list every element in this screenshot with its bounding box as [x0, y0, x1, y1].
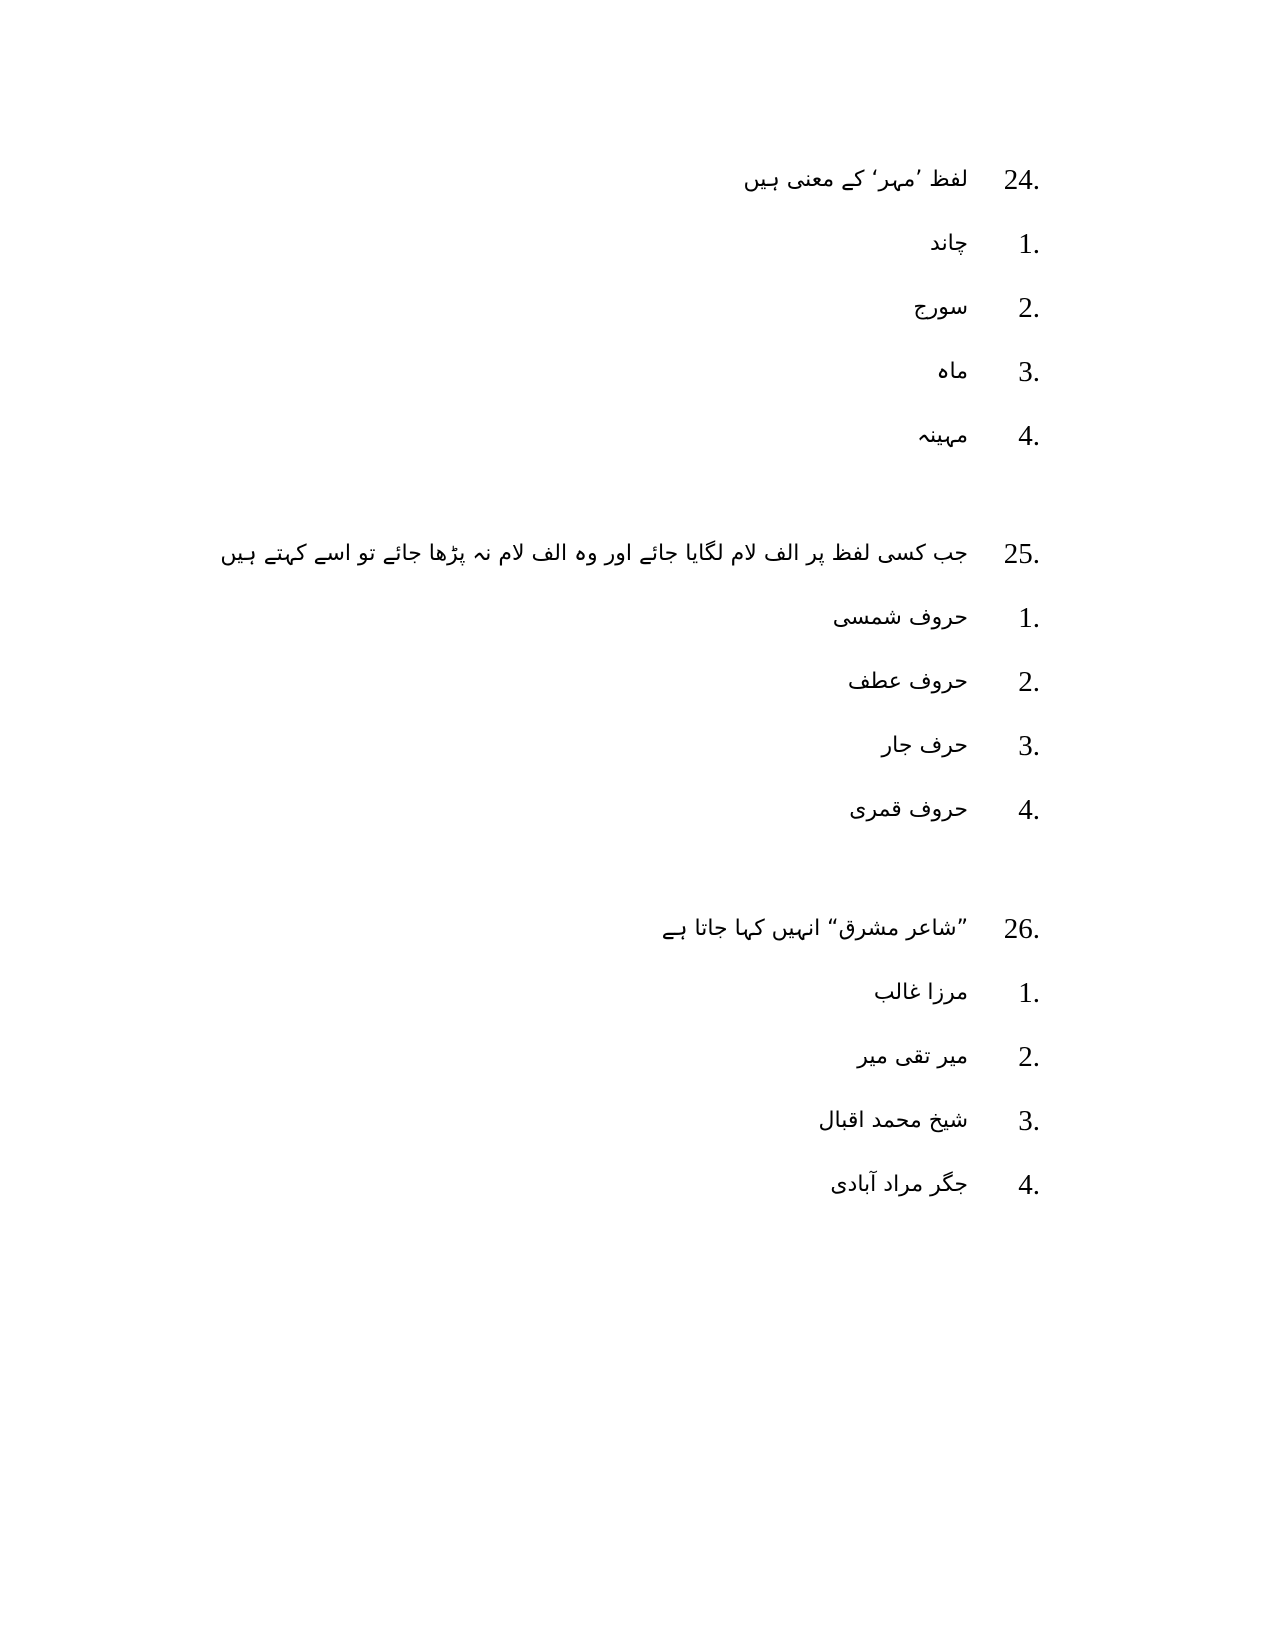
option-text: میر تقی میر [857, 1044, 968, 1069]
option-1 [160, 598, 1040, 638]
option-number: 4. [1018, 1169, 1040, 1201]
option-number: 3. [1018, 1105, 1040, 1137]
option-number: 1. [1018, 602, 1040, 634]
question-number: 25. [1003, 538, 1040, 570]
option-text: چاند [930, 231, 968, 256]
option-2 [160, 662, 1040, 702]
question-25 [160, 534, 1040, 830]
option-text: مرزا غالب [873, 980, 968, 1005]
option-text: جگر مراد آبادی [830, 1172, 968, 1197]
option-text: حروف قمری [849, 797, 968, 822]
option-4 [160, 790, 1040, 830]
option-text: مہینہ [917, 423, 968, 448]
option-text: حروف عطف [847, 669, 968, 694]
option-text: ماہ [936, 359, 968, 384]
question-number: 24. [1003, 164, 1040, 196]
question-text: ”شاعر مشرق“ انہیں کہا جاتا ہے [661, 916, 968, 941]
option-3 [160, 726, 1040, 766]
question-number: 26. [1003, 913, 1040, 945]
question-text: جب کسی لفظ پر الف لام لگایا جائے اور وہ الف لام نہ پڑھا جائے تو اسے کہتے ہیں [220, 541, 968, 566]
question-26 [160, 909, 1040, 1205]
option-1 [160, 224, 1040, 264]
option-text: حرف جار [881, 733, 968, 758]
option-number: 4. [1018, 794, 1040, 826]
option-number: 1. [1018, 228, 1040, 260]
option-text: شیخ محمد اقبال [818, 1108, 968, 1133]
option-number: 4. [1018, 420, 1040, 452]
option-2 [160, 288, 1040, 328]
option-4 [160, 416, 1040, 456]
option-number: 2. [1018, 666, 1040, 698]
option-1 [160, 973, 1040, 1013]
option-number: 1. [1018, 977, 1040, 1009]
option-2 [160, 1037, 1040, 1077]
option-number: 2. [1018, 292, 1040, 324]
option-number: 3. [1018, 356, 1040, 388]
question-24 [160, 160, 1040, 456]
option-3 [160, 352, 1040, 392]
option-text: سورج [913, 295, 968, 320]
question-line [160, 534, 1040, 574]
option-3 [160, 1101, 1040, 1141]
option-number: 3. [1018, 730, 1040, 762]
question-line [160, 909, 1040, 949]
question-line [160, 160, 1040, 200]
option-4 [160, 1165, 1040, 1205]
option-text: حروف شمسی [832, 605, 968, 630]
question-text: لفظ ’مہر‘ کے معنی ہیں [743, 167, 968, 192]
option-number: 2. [1018, 1041, 1040, 1073]
